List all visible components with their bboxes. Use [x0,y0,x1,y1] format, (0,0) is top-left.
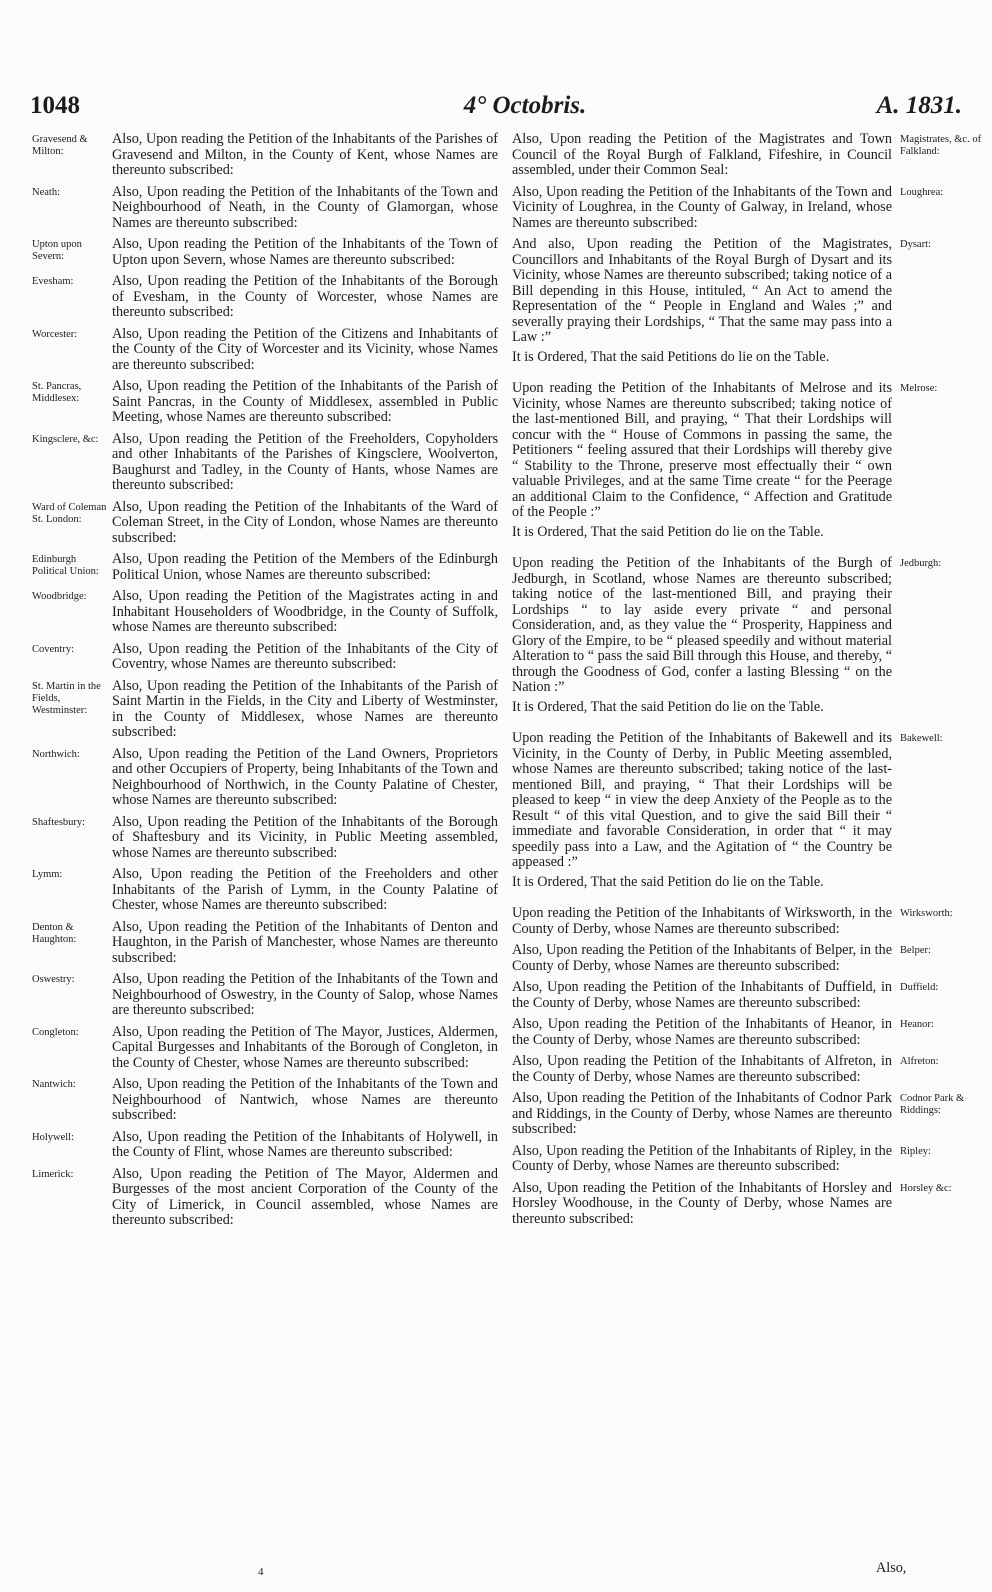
entry-text: Also, Upon reading the Petition of the Inhabitants of the Town and Neighbourhood of Neath, in the County of Glamorgan, whose Names are thereunto subscribed: [112,183,498,231]
entry-text: Upon reading the Petition of the Inhabitants of Wirksworth, in the County of Derby, whose Names are thereunto subscribed: [512,905,892,937]
entry-horsley [512,1181,992,1228]
margin-note: Duffield: [900,982,939,993]
margin-note: Coventry: [32,643,74,655]
entry-text: Also, Upon reading the Petition of The Mayor, Aldermen and Burgesses of the most ancient Corporation of the County of the City of Limerick, in Council assembled, whose Names are thereunto subscribed: [112,1165,498,1228]
margin-note: Heanor: [900,1019,934,1030]
entry-text: And also, Upon reading the Petition of the Magistrates, Councillors and Inhabitants of the Royal Burgh of Dysart and its Vicinity, whose Names are thereunto subscribed; taking notice of a Bill depending in this House, intituled, “ An Act to amend the Representation of the “ People in England and Wales ;” and severally praying their Lordships, “ That the same may pass into a Law :” [512,236,892,345]
order-statement: It is Ordered, That the said Petition do lie on the Table. [512,873,824,890]
entry-denton [0,920,500,967]
entry-wirksworth [512,906,992,937]
entry-text: Also, Upon reading the Petition of the Inhabitants of Horsley and Horsley Woodhouse, in the County of Derby, whose Names are thereunto subscribed: [512,1179,892,1227]
entry-text: Also, Upon reading the Petition of the Inhabitants of Holywell, in the County of Flint, whose Names are thereunto subscribed: [112,1128,498,1160]
margin-note: Upton upon Severn: [32,239,82,262]
margin-note: Holywell: [32,1131,74,1143]
margin-note: St. Pancras, Middlesex: [32,381,82,404]
entry-edinburgh [0,552,500,583]
margin-note: Bakewell: [900,733,943,744]
margin-note: Congleton: [32,1026,79,1038]
entry-text: Also, Upon reading the Petition of the Inhabitants of the City of Coventry, whose Names are thereunto subscribed: [112,640,498,672]
catchword: Also, [876,1560,907,1576]
entry-northwich [0,747,500,809]
page-year: A. 1831. [876,92,962,119]
left-column [0,132,500,1235]
margin-note: Evesham: [32,276,74,287]
entry-shaftesbury [0,815,500,862]
entry-coleman-street [0,500,500,547]
entry-text: Upon reading the Petition of the Inhabitants of Melrose and its Vicinity, whose Names are thereunto subscribed; taking notice of the last-mentioned Bill, and praying, “ That their Lordships will concur with the “ House of Commons in passing the same, the Petitioners “ feeling assured that their Lordships will thereby give “ Stability to the Throne, preserve most effectually their “ own valuable Privileges, and at the same Time create “ for the Peerage an additional Claim to the Confidence, “ Affection and Gratitude of the People :” [512,380,892,520]
entry-text: Also, Upon reading the Petition of the Magistrates and Town Council of the Royal Burgh of Falkland, Fifeshire, in Council assembled, under their Common Seal: [512,131,892,178]
entry-gravesend [0,132,500,179]
margin-note: Wirksworth: [900,908,953,919]
entry-belper [512,943,992,974]
entry-text: Also, Upon reading the Petition of the Inhabitants of the Town and Vicinity of Loughrea, in the County of Galway, in Ireland, whose Names are thereunto subscribed: [512,183,892,231]
entry-duffield [512,980,992,1011]
entry-text: Also, Upon reading the Petition of the Inhabitants of Heanor, in the County of Derby, whose Names are thereunto subscribed: [512,1016,892,1048]
margin-note: Ripley: [900,1145,931,1157]
order-statement: It is Ordered, That the said Petitions do lie on the Table. [512,348,830,365]
entry-limerick [0,1167,500,1229]
entry-text: Also, Upon reading the Petition of the Inhabitants of Duffield, in the County of Derby, whose Names are thereunto subscribed: [512,979,892,1011]
entry-holywell [0,1130,500,1161]
margin-note: Worcester: [32,328,78,340]
margin-note: Nantwich: [32,1079,76,1090]
margin-note: Oswestry: [32,974,75,985]
margin-note: Alfreton: [900,1056,939,1067]
entry-congleton [0,1025,500,1072]
page-number: 1048 [30,92,80,119]
margin-note: Ward of Coleman St. London: [32,501,107,525]
entry-text: Also, Upon reading the Petition of the Inhabitants of the Town and Neighbourhood of Nantwich, whose Names are thereunto subscribed: [112,1076,498,1123]
entry-text: Also, Upon reading the Petition of the Inhabitants of Codnor Park and Riddings, in the County of Derby, whose Names are thereunto subscribed: [512,1090,892,1137]
entry-text: Also, Upon reading the Petition of the Land Owners, Proprietors and other Occupiers of Property, being Inhabitants of the Town and Neighbourhood of Northwich, in the County Palatine of Chester, whose Names are thereunto subscribed: [112,745,498,808]
entry-text: Also, Upon reading the Petition of the Inhabitants of the Borough of Shaftesbury and its Vicinity, in Public Meeting assembled, whose Names are thereunto subscribed: [112,813,498,861]
entry-evesham [0,274,500,321]
margin-note: Edinburgh Political Union: [32,554,99,577]
entry-text: Also, Upon reading the Petition of the Inhabitants of the Ward of Coleman Street, in the City of London, whose Names are thereunto subscribed: [112,498,498,546]
entry-upton [0,237,500,268]
entry-codnor-park [512,1091,992,1138]
margin-note: Magistrates, &c. of Falkland: [900,134,982,157]
entry-neath [0,185,500,232]
entry-st-pancras [0,379,500,426]
margin-note: St. Martin in the Fields, Westminster: [32,680,101,716]
entry-heanor [512,1017,992,1048]
margin-note: Gravesend & Milton: [32,134,88,157]
signature-mark: 4 [258,1566,264,1578]
entry-text: Also, Upon reading the Petition of the Inhabitants of Ripley, in the County of Derby, whose Names are thereunto subscribed: [512,1142,892,1174]
entry-text: Also, Upon reading the Petition of the Inhabitants of the Parish of Saint Pancras, in the County of Middlesex, assembled in Public Meeting, whose Names are thereunto subscribed: [112,378,498,425]
entry-text: Also, Upon reading the Petition of the Inhabitants of the Borough of Evesham, in the County of Worcester, whose Names are thereunto subscribed: [112,273,498,320]
entry-text: Also, Upon reading the Petition of the Inhabitants of Alfreton, in the County of Derby, whose Names are thereunto subscribed: [512,1053,892,1085]
entry-alfreton [512,1054,992,1085]
entry-text: Also, Upon reading the Petition of the Magistrates acting in and Inhabitant Householders of Woodbridge, in the County of Suffolk, whose Names are thereunto subscribed: [112,588,498,635]
margin-note: Shaftesbury: [32,816,86,828]
entry-falkland [512,132,992,179]
entry-kingsclere [0,432,500,494]
page-header [30,92,962,124]
margin-note: Horsley &c: [900,1182,952,1194]
entry-text: Also, Upon reading the Petition of the Inhabitants of the Town of Upton upon Severn, whose Names are thereunto subscribed: [112,236,498,268]
margin-note: Denton & Haughton: [32,921,77,945]
entry-text: Also, Upon reading the Petition of the Freeholders, Copyholders and other Inhabitants of the Parishes of Kingsclere, Woolverton, Baughurst and Tadley, in the County of Hants, whose Names are thereunto subscribed: [112,430,498,493]
margin-note: Northwich: [32,748,80,760]
margin-note: Dysart: [900,239,931,250]
entry-text: Also, Upon reading the Petition of the Citizens and Inhabitants of the County of the City of Worcester and its Vicinity, whose Names are thereunto subscribed: [112,325,498,373]
margin-note: Jedburgh: [900,558,942,569]
entry-bakewell [512,731,992,871]
margin-note: Neath: [32,186,60,198]
order-statement: It is Ordered, That the said Petition do lie on the Table. [512,698,824,715]
entry-st-martin [0,679,500,741]
margin-note: Codnor Park & Riddings: [900,1093,965,1116]
entry-text: Also, Upon reading the Petition of the Inhabitants of the Parishes of Gravesend and Milton, in the County of Kent, whose Names are thereunto subscribed: [112,131,498,178]
margin-note: Limerick: [32,1168,74,1180]
order-statement: It is Ordered, That the said Petition do lie on the Table. [512,523,824,540]
margin-note: Lymm: [32,869,63,880]
entry-loughrea [512,185,992,232]
margin-note: Loughrea: [900,186,944,198]
entry-text: Also, Upon reading the Petition of the Inhabitants of the Town and Neighbourhood of Oswestry, in the County of Salop, whose Names are thereunto subscribed: [112,971,498,1018]
entry-text: Also, Upon reading the Petition of the Freeholders and other Inhabitants of the Parish of Lymm, in the County Palatine of Chester, whose Names are thereunto subscribed: [112,866,498,913]
margin-note: Kingsclere, &c: [32,433,99,445]
entry-woodbridge [0,589,500,636]
entry-text: Upon reading the Petition of the Inhabitants of Bakewell and its Vicinity, in the County of Derby, in Public Meeting assembled, whose Names are thereunto subscribed; taking notice of the last-mentioned Bill, and praying, “ That their Lordships will be pleased to keep “ in view the deep Anxiety of the People as to the Result “ of this vital Question, and to give the said Bill their “ immediate and favorable Consideration, in order that “ it may speedily pass into a Law, and the Agitation of “ the Country be appeased :” [512,730,892,870]
entry-text: Also, Upon reading the Petition of The Mayor, Justices, Aldermen, Capital Burgesses and Inhabitants of the Borough of Congleton, in the County of Chester, whose Names are thereunto subscribed: [112,1023,498,1071]
entry-dysart [512,237,992,346]
page-date: 4° Octobris. [463,92,587,119]
entry-text: Also, Upon reading the Petition of the Inhabitants of Belper, in the County of Derby, whose Names are thereunto subscribed: [512,942,892,974]
entry-lymm [0,867,500,914]
entry-worcester [0,327,500,374]
margin-note: Belper: [900,945,931,956]
right-column [512,132,992,1233]
entry-ripley [512,1144,992,1175]
entry-oswestry [0,972,500,1019]
entry-text: Upon reading the Petition of the Inhabitants of the Burgh of Jedburgh, in Scotland, whose Names are thereunto subscribed; taking notice of the last-mentioned Bill, and praying their Lordships “ to lay aside every private “ and personal Consideration, and, as they value the “ Prosperity, Happiness and Glory of the Empire, to be “ pleased speedily and without material Alteration to “ pass the said Bill through this House, and thereby, “ through the Goodness of God, confer a lasting Blessing “ on the Nation :” [512,555,892,695]
entry-nantwich [0,1077,500,1124]
entry-text: Also, Upon reading the Petition of the Inhabitants of the Parish of Saint Martin in the Fields, in the City and Liberty of Westminster, in the County of Middlesex, whose Names are thereunto subscribed: [112,677,498,740]
entry-melrose [512,381,992,521]
entry-text: Also, Upon reading the Petition of the Inhabitants of Denton and Haughton, in the Parish of Manchester, whose Names are thereunto subscribed: [112,918,498,966]
entry-jedburgh [512,556,992,696]
margin-note: Melrose: [900,383,938,394]
margin-note: Woodbridge: [32,591,87,602]
entry-text: Also, Upon reading the Petition of the Members of the Edinburgh Political Union, whose Names are thereunto subscribed: [112,551,498,583]
entry-coventry [0,642,500,673]
